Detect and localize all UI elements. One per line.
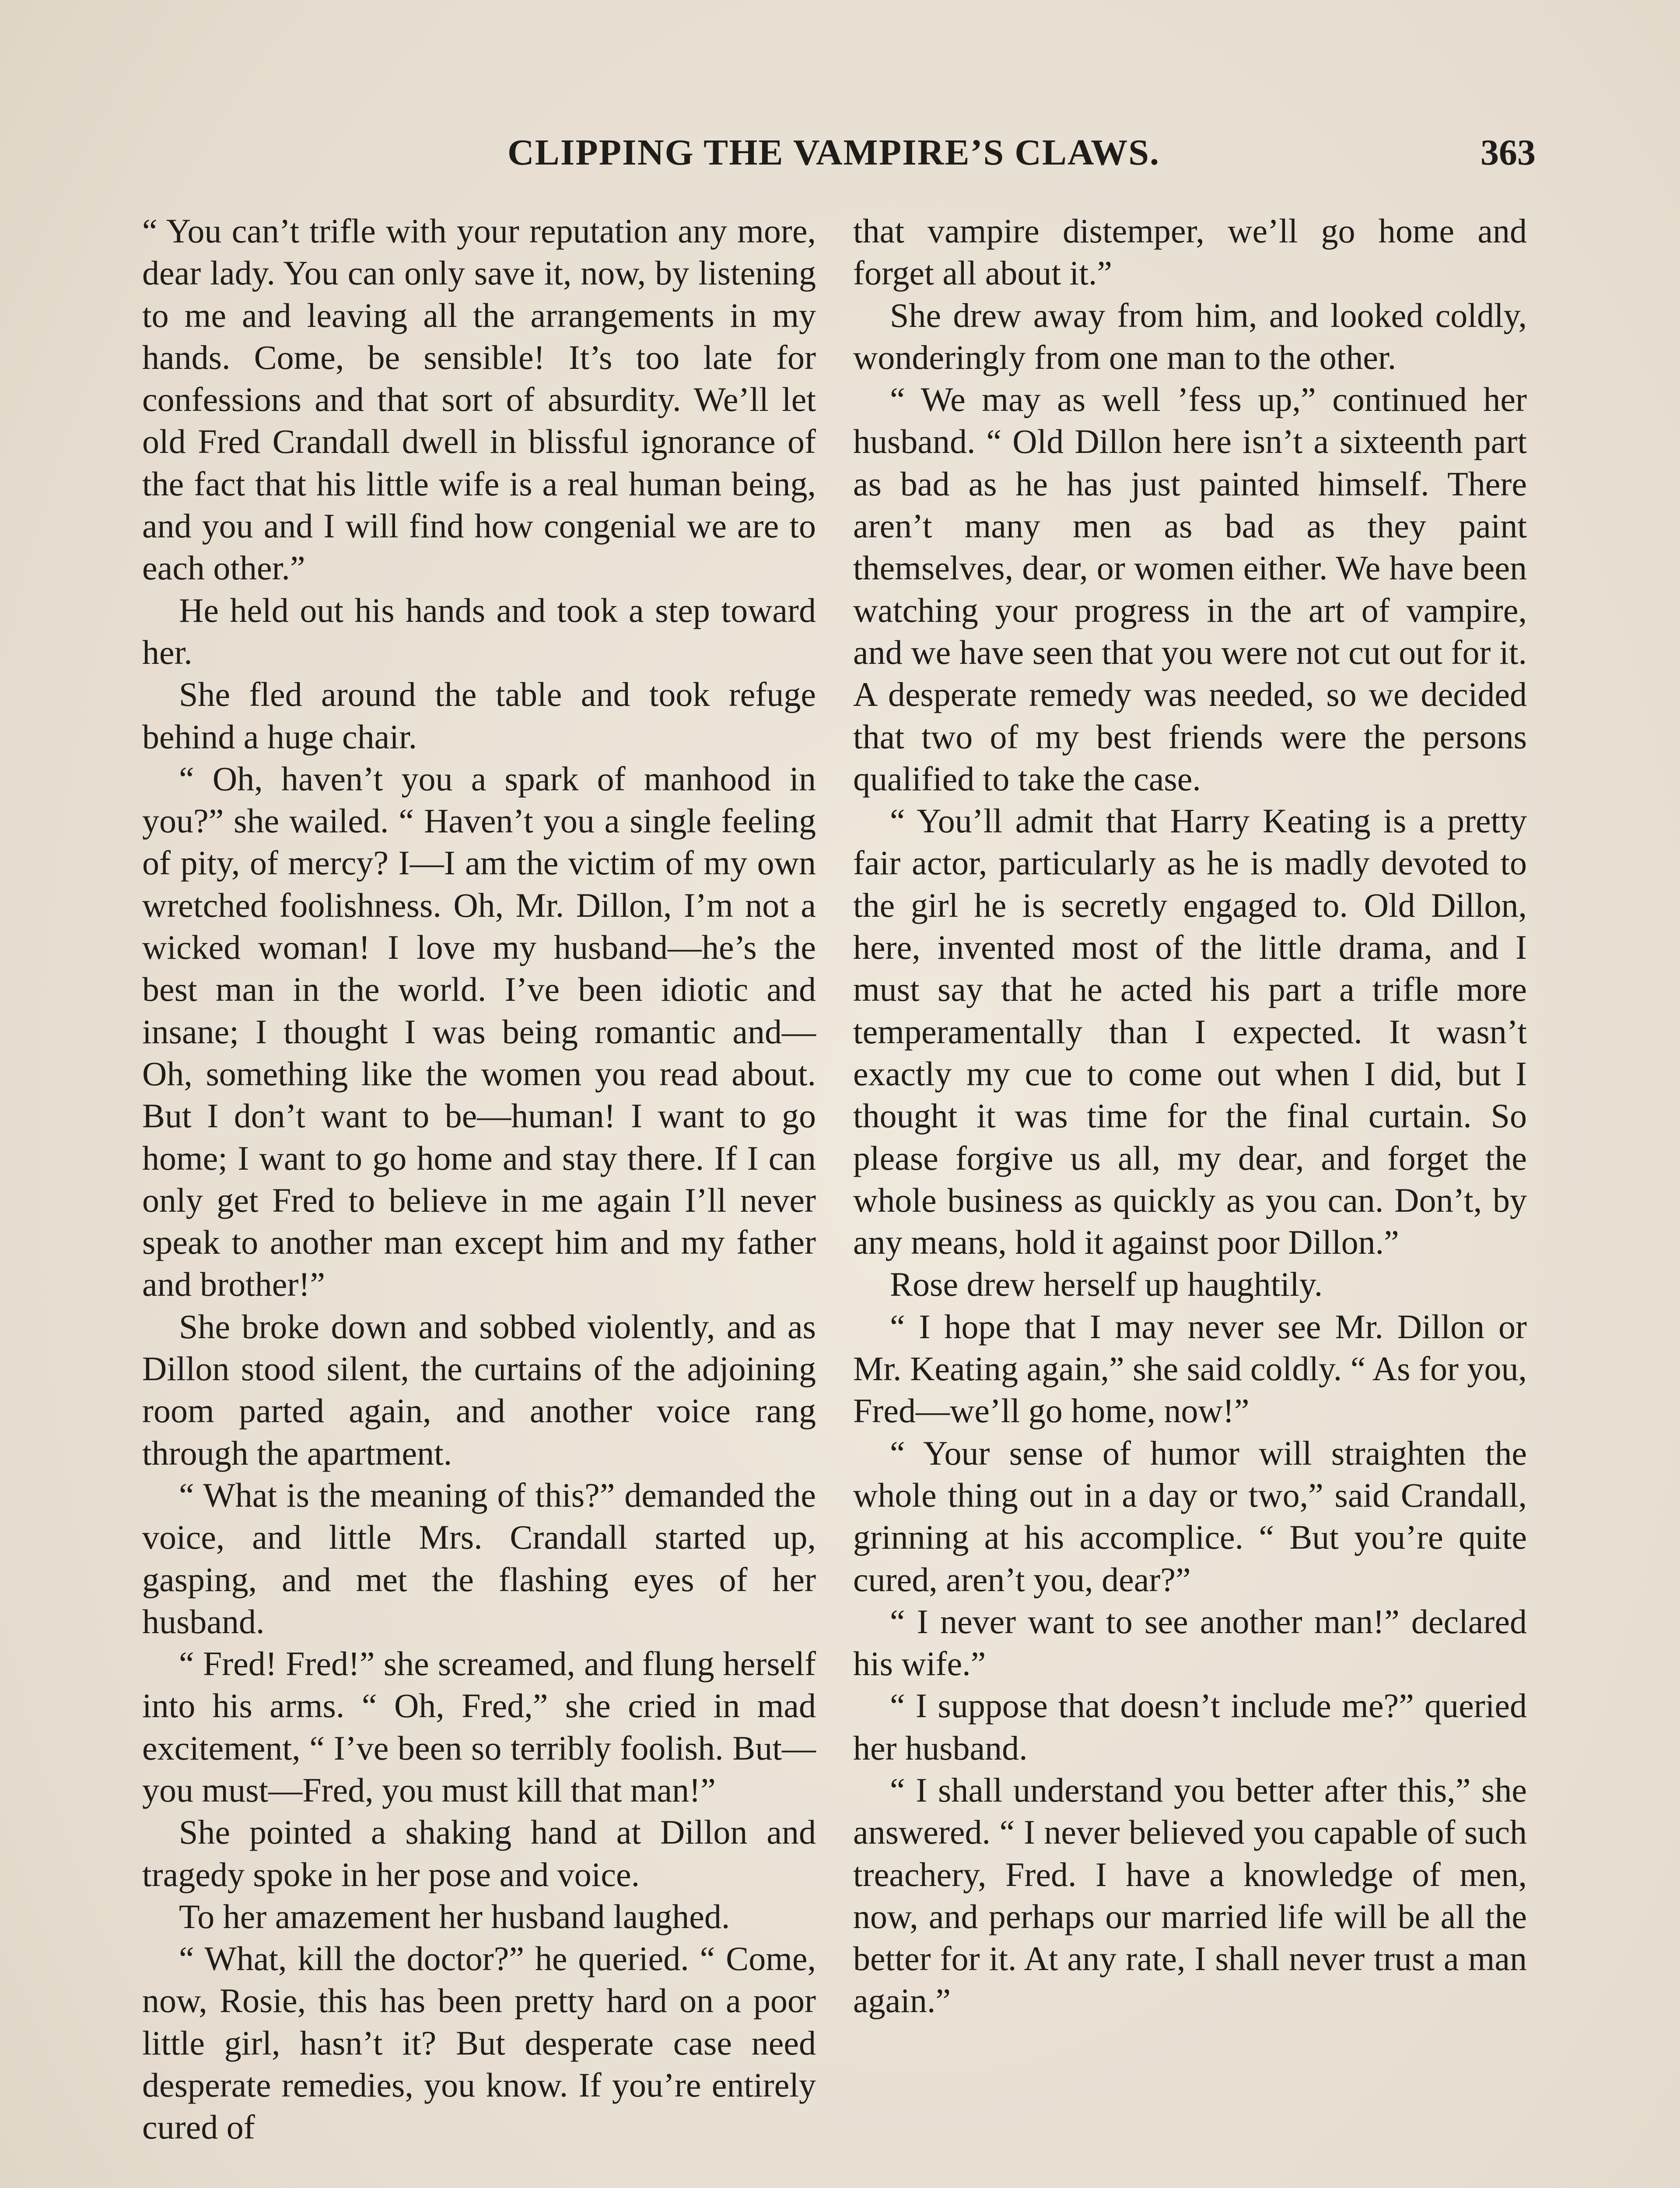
left-column xyxy=(142,210,816,2149)
paragraph: “ I shall understand you better after this,” she answered. “ I never believed you capable of such treachery, Fred. I have a knowledge of men, now, and perhaps our married life will be all the better for it. At any rate, I shall never trust a man again.” xyxy=(853,1771,1527,2020)
paragraph: that vampire distemper, we’ll go home and forget all about it.” xyxy=(853,212,1527,292)
paragraph: “ What, kill the doctor?” he queried. “ Come, now, Rosie, this has been pretty hard on a poor little girl, hasn’t it? But desperate case need desperate remedies, you know. If you’re entirely cured of xyxy=(142,1939,816,2146)
paragraph: “ Oh, haven’t you a spark of manhood in you?” she wailed. “ Haven’t you a single feeling of pity, of mercy? I—I am the victim of my own wretched foolishness. Oh, Mr. Dillon, I’m not a wicked woman! I love my husband—he’s the best man in the world. I’ve been idiotic and insane; I thought I was being romantic and— Oh, something like the women you read about. But I don’t want to be—human! I want to go home; I want to go home and stay there. If I can only get Fred to believe in me again I’ll never speak to another man except him and my father and brother!” xyxy=(142,759,816,1304)
page-number: 363 xyxy=(1480,132,1536,173)
paragraph: “ You’ll admit that Harry Keating is a pretty fair actor, particularly as he is madly devoted to the girl he is secretly engaged to. Old Dillon, here, invented most of the little drama, and I must say that he acted his part a trifle more temperamentally than I expected. It wasn’t exactly my cue to come out when I did, but I thought it was time for the final curtain. So please forgive us all, my dear, and forget the whole business as quickly as you can. Don’t, by any means, hold it against poor Dillon.” xyxy=(853,802,1527,1262)
paragraph: To her amazement her husband laughed. xyxy=(179,1897,730,1936)
paragraph: “ I suppose that doesn’t include me?” queried her husband. xyxy=(853,1687,1527,1767)
paragraph: “ We may as well ’fess up,” continued her husband. “ Old Dillon here isn’t a sixteenth part as bad as he has just painted himself. There aren’t many men as bad as they paint themselves, dear, or women either. We have been watching your progress in the art of vampire, and we have seen that you were not cut out for it. A desperate remedy was needed, so we decided that two of my best friends were the persons qualified to take the case. xyxy=(853,380,1527,798)
paragraph: “ I never want to see another man!” declared his wife.” xyxy=(853,1602,1527,1683)
right-column xyxy=(853,210,1527,2022)
paragraph: “ You can’t trifle with your reputation any more, dear lady. You can only save it, now, by listening to me and leaving all the arrangements in my hands. Come, be sensible! It’s too late for confessions and that sort of absurdity. We’ll let old Fred Crandall dwell in blissful ignorance of the fact that his little wife is a real human being, and you and I will find how congenial we are to each other.” xyxy=(142,212,816,587)
paragraph: “ Your sense of humor will straighten the whole thing out in a day or two,” said Crandall, grinning at his accomplice. “ But you’re quite cured, aren’t you, dear?” xyxy=(853,1434,1527,1599)
paragraph: “ I hope that I may never see Mr. Dillon or Mr. Keating again,” she said coldly. “ As for you, Fred—we’ll go home, now!” xyxy=(853,1307,1527,1430)
chapter-title: CLIPPING THE VAMPIRE’S CLAWS. xyxy=(508,132,1160,173)
paragraph: She broke down and sobbed violently, and as Dillon stood silent, the curtains of the adjoining room parted again, and another voice rang through the apartment. xyxy=(142,1307,816,1472)
paragraph: She drew away from him, and looked coldly, wonderingly from one man to the other. xyxy=(853,296,1527,376)
paragraph: She fled around the table and took refuge behind a huge chair. xyxy=(142,675,816,756)
running-head xyxy=(144,131,1536,179)
paragraph: Rose drew herself up haughtily. xyxy=(890,1265,1323,1304)
paragraph: “ Fred! Fred!” she screamed, and flung herself into his arms. “ Oh, Fred,” she cried in mad excitement, “ I’ve been so terribly foolish. But—you must—Fred, you must kill that man!” xyxy=(142,1645,816,1809)
paragraph: He held out his hands and took a step toward her. xyxy=(142,591,816,671)
paragraph: She pointed a shaking hand at Dillon and tragedy spoke in her pose and voice. xyxy=(142,1813,816,1893)
paragraph: “ What is the meaning of this?” demanded the voice, and little Mrs. Crandall started up, gasping, and met the flashing eyes of her husband. xyxy=(142,1476,816,1641)
